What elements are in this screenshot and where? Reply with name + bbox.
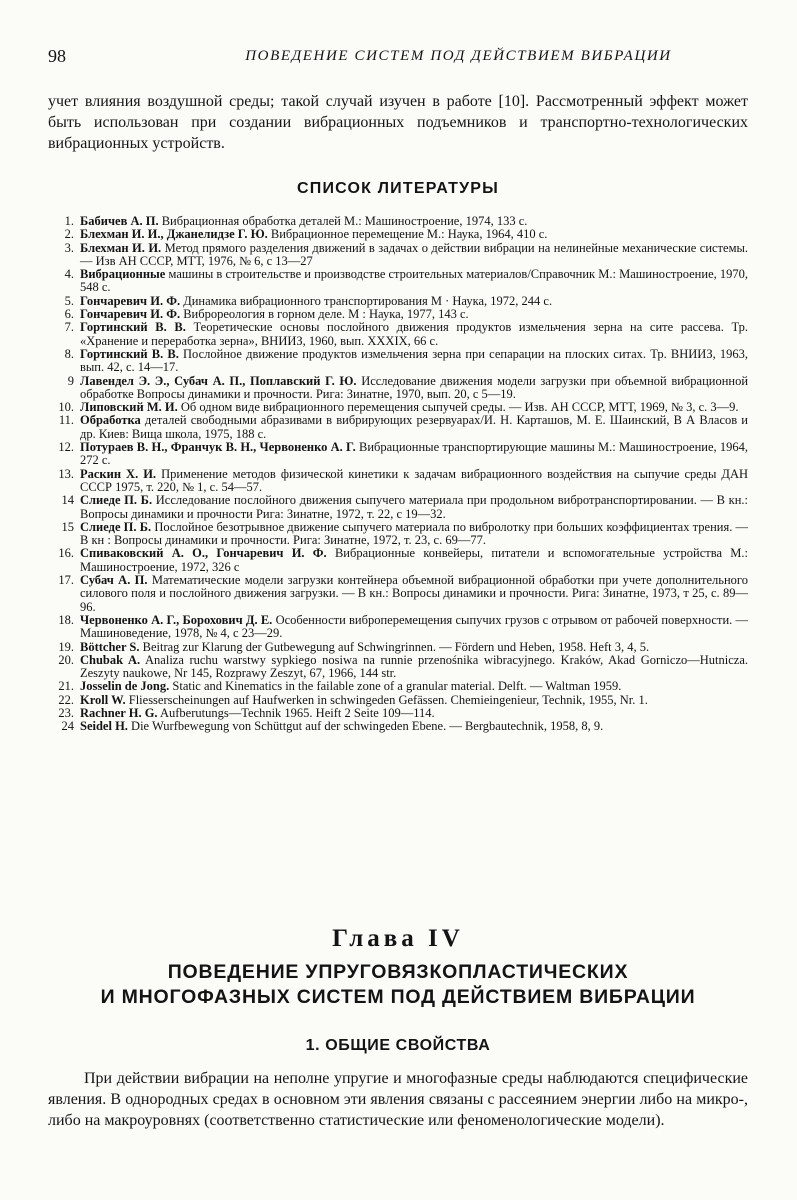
entry-number: 23. <box>58 705 74 720</box>
chapter-title-line-2: И МНОГОФАЗНЫХ СИСТЕМ ПОД ДЕЙСТВИЕМ ВИБРАЦИИ <box>100 986 696 1008</box>
entry-authors: Червоненко А. Г., Борохович Д. Е. <box>80 612 273 627</box>
entry-number: 5. <box>64 293 74 308</box>
entry-number: 6. <box>64 307 74 322</box>
section-body-paragraph: При действии вибрации на неполне упругие и многофазные среды наблюдаются специфические явления. В однородных средах в основном эти явления связаны с рассеянием энергии либо на микро-, либо на макроуровнях (соответственно статистические или феноменологические модели). <box>48 1070 748 1129</box>
entry-authors: Гортинский В. В. <box>80 320 186 335</box>
entry-text: Вибрационные конвейеры, питатели и вспомогательные устройства М.: Машиностроение, 1972, 326 с <box>80 546 748 574</box>
entry-number: 11. <box>58 413 74 428</box>
bibliography-entry <box>48 414 748 441</box>
bibliography-entry <box>48 521 748 548</box>
page-header <box>48 46 749 72</box>
entry-text: Исследование движения модели загрузки при объемной вибрационной обработке Вопросы динамики и прочности. Рига: Зинатне, 1970, вып. 20, с 5—19. <box>80 373 749 401</box>
entry-text: Метод прямого разделения движений в задачах о действии вибрации на нелинейные механические системы. — Изв АН СССР, МТТ, 1976, № 6, с 13—27 <box>80 240 748 268</box>
entry-number: 3. <box>64 240 74 255</box>
bibliography-entry <box>48 228 748 241</box>
entry-authors: Обработка <box>80 413 141 428</box>
bibliography-entry <box>48 720 748 733</box>
entry-text: Особенности виброперемещения сыпучих грузов с отрывом от рабочей поверхности. — Машиноведение, 1978, № 4, с 23—29. <box>80 612 748 641</box>
bibliography-entry <box>48 614 748 641</box>
entry-authors: Вибрационные <box>80 267 166 282</box>
entry-number: 2. <box>64 227 74 242</box>
entry-text: Вибрационное перемещение М.: Наука, 1964, 410 с. <box>270 227 548 242</box>
entry-text: Послойное движение продуктов измельчения зерна при сепарации на плоских ситах. Тр. ВНИИЗ, 1963, вып. 42, с. 14—17. <box>80 346 749 375</box>
entry-authors: Kroll W. <box>80 692 126 707</box>
entry-number: 8. <box>64 346 74 361</box>
entry-authors: Липовский М. И. <box>80 400 178 415</box>
entry-number: 22. <box>58 692 74 707</box>
entry-text: Static and Kinematics in the failable zone of a granular material. Delft. — Waltman 1959. <box>172 679 622 694</box>
entry-number: 9 <box>67 373 74 388</box>
entry-number: 4. <box>64 267 74 282</box>
entry-authors: Слиеде П. Б. <box>80 519 152 534</box>
entry-text: Теоретические основы послойного движения продуктов измельчения зерна на сите рассева. Тр. «Хранение и переработка зерна», ВНИИЗ, 1960, вып. XXXIX, 66 с. <box>80 320 749 348</box>
entry-text: Вибрационная обработка деталей М.: Машиностроение, 1974, 133 с. <box>161 214 528 228</box>
entry-authors: Субач А. П. <box>80 573 148 588</box>
bibliography-entry <box>48 321 748 348</box>
entry-authors: Слиеде П. Б. <box>80 493 153 508</box>
bibliography-entry <box>48 654 748 681</box>
entry-text: Динамика вибрационного транспортирования М · Наука, 1972, 244 с. <box>183 293 553 308</box>
entry-number: 20. <box>58 652 74 667</box>
entry-text: Вибрационные транспортирующие машины М.: Машиностроение, 1964, 272 с. <box>80 440 749 468</box>
bibliography-entry <box>48 348 748 375</box>
bibliography-entry <box>48 268 748 295</box>
entry-number: 24 <box>61 719 74 734</box>
entry-number: 10. <box>58 400 74 415</box>
chapter-title-line-1: ПОВЕДЕНИЕ УПРУГОВЯЗКОПЛАСТИЧЕСКИХ <box>167 961 629 983</box>
chapter-label: Глава IV <box>332 925 464 952</box>
entry-authors: Лавендел Э. Э., Субач А. П., Поплавский Г. Ю. <box>80 373 357 388</box>
entry-text: Об одном виде вибрационного перемещения сыпучей среды. — Изв. АН СССР, МТТ, 1969, № 3, с. 3—9. <box>180 400 739 415</box>
entry-authors: Гончаревич И. Ф. <box>80 307 181 322</box>
bibliography-entry <box>48 494 748 521</box>
entry-authors: Потураев В. Н., Франчук В. Н., Червоненко А. Г. <box>80 440 356 455</box>
entry-number: 7. <box>64 320 74 335</box>
entry-authors: Гончаревич И. Ф. <box>80 293 181 308</box>
entry-text: машины в строительстве и производстве строительных материалов/Справочник М.: Машиностроение, 1970, 548 с. <box>80 267 748 295</box>
entry-text: деталей свободными абразивами в вибрирующих резервуарах/И. Н. Карташов, М. Е. Шаинский, В А Власов и др. Киев: Вища школа, 1975, 188 с. <box>80 413 749 441</box>
entry-number: 13. <box>58 466 74 481</box>
bibliography-entry <box>48 215 748 228</box>
chapter-title <box>48 960 748 1010</box>
entry-authors: Böttcher S. <box>80 639 140 654</box>
entry-authors: Бабичев А. П. <box>80 214 159 228</box>
entry-number: 15 <box>61 519 74 534</box>
entry-text: Виброреология в горном деле. М : Наука, 1977, 143 с. <box>183 307 469 322</box>
entry-authors: Seidel H. <box>80 719 128 734</box>
entry-text: Послойное безотрывное движение сыпучего материала по вибролотку при больших коэффициентах трения. — В кн : Вопросы динамики и прочности. Рига: Зинатне, 1972, т. 23, с. 69—77. <box>80 519 749 548</box>
entry-number: 17. <box>58 573 74 588</box>
bibliography-entry <box>48 680 748 693</box>
entry-authors: Спиваковский А. О., Гончаревич И. Ф. <box>80 546 327 561</box>
entry-number: 14 <box>61 493 74 508</box>
bibliography-entry <box>48 401 748 414</box>
page-number: 98 <box>48 46 66 66</box>
bibliography-list <box>48 215 748 734</box>
bibliography-entry <box>48 242 748 269</box>
bibliography-entry <box>48 574 748 614</box>
entry-text: Beitrag zur Klarung der Gutbewegung auf Schwingrinnen. — Fördern und Heben, 1958. Heft 3, 4, 5. <box>142 639 650 654</box>
entry-number: 19. <box>58 639 74 654</box>
section-title: 1. ОБЩИЕ СВОЙСТВА <box>305 1037 491 1054</box>
bibliography-entry <box>48 295 748 308</box>
entry-text: Математические модели загрузки контейнера объемной вибрационной обработки при учете дополнительного силового поля и послойного движения загрузки. — В кн.: Вопросы динамики и прочности. Рига: Зинатне, 1973, т 25, с. 89—96. <box>80 573 748 614</box>
entry-number: 21. <box>58 679 74 694</box>
entry-number: 18. <box>58 612 74 627</box>
bibliography-entry <box>48 468 748 495</box>
entry-authors: Раскин Х. И. <box>80 466 157 481</box>
bibliography-entry <box>48 641 748 654</box>
entry-authors: Josselin de Jong. <box>80 679 170 694</box>
intro-paragraph: учет влияния воздушной среды; такой случай изучен в работе [10]. Рассмотренный эффект может быть использован при создании вибрационных подъемников и транспортно-технологических вибрационных устройств. <box>48 93 748 152</box>
entry-text: Aufberutungs—Technik 1965. Heift 2 Seite 109—114. <box>159 705 435 720</box>
entry-authors: Блехман И. И. <box>80 240 162 255</box>
entry-number: 16. <box>58 546 74 561</box>
bibliography-title: СПИСОК ЛИТЕРАТУРЫ <box>296 180 500 197</box>
entry-number: 1. <box>64 214 74 228</box>
bibliography-entry <box>48 694 748 707</box>
bibliography-entry <box>48 375 748 402</box>
entry-text: Analiza ruchu warstwy sypkiego nosiwa na runnie przenośnika wibracyjnego. Kraków, Akad Gorniczo—Hutnicza. Zeszyty naukowe, Nr 145, Rozprawy Zeszyt, 67, 1966, 144 str. <box>80 652 748 681</box>
bibliography-entry <box>48 308 748 321</box>
entry-authors: Гортинский В. В. <box>80 346 179 361</box>
entry-number: 12. <box>58 440 74 455</box>
bibliography-entry <box>48 547 748 574</box>
entry-text: Применение методов физической кинетики к задачам вибрационного воздействия на сыпучие среды ДАН СССР 1975, т. 220, № 1, с. 54—57. <box>80 466 748 494</box>
running-title: ПОВЕДЕНИЕ СИСТЕМ ПОД ДЕЙСТВИЕМ ВИБРАЦИИ <box>245 48 672 64</box>
entry-authors: Блехман И. И., Джанелидзе Г. Ю. <box>80 227 268 242</box>
entry-authors: Rachner H. G. <box>80 705 158 720</box>
entry-authors: Chubak A. <box>80 652 141 667</box>
entry-text: Исследование послойного движения сыпучего материала при продольном вибротранспортировании. — В кн.: Вопросы динамики и прочности Рига: Зинатне, 1972, т. 22, с 19—32. <box>80 493 749 521</box>
bibliography-entry <box>48 441 748 468</box>
bibliography-entry <box>48 707 748 720</box>
entry-text: Die Wurfbewegung von Schüttgut auf der schwingeden Ebene. — Bergbautechnik, 1958, 8, 9. <box>131 719 604 734</box>
entry-text: Fliesserscheinungen auf Haufwerken in schwingeden Gefässen. Chemieingenieur, Technik, 1955, Nr. 1. <box>128 692 648 707</box>
